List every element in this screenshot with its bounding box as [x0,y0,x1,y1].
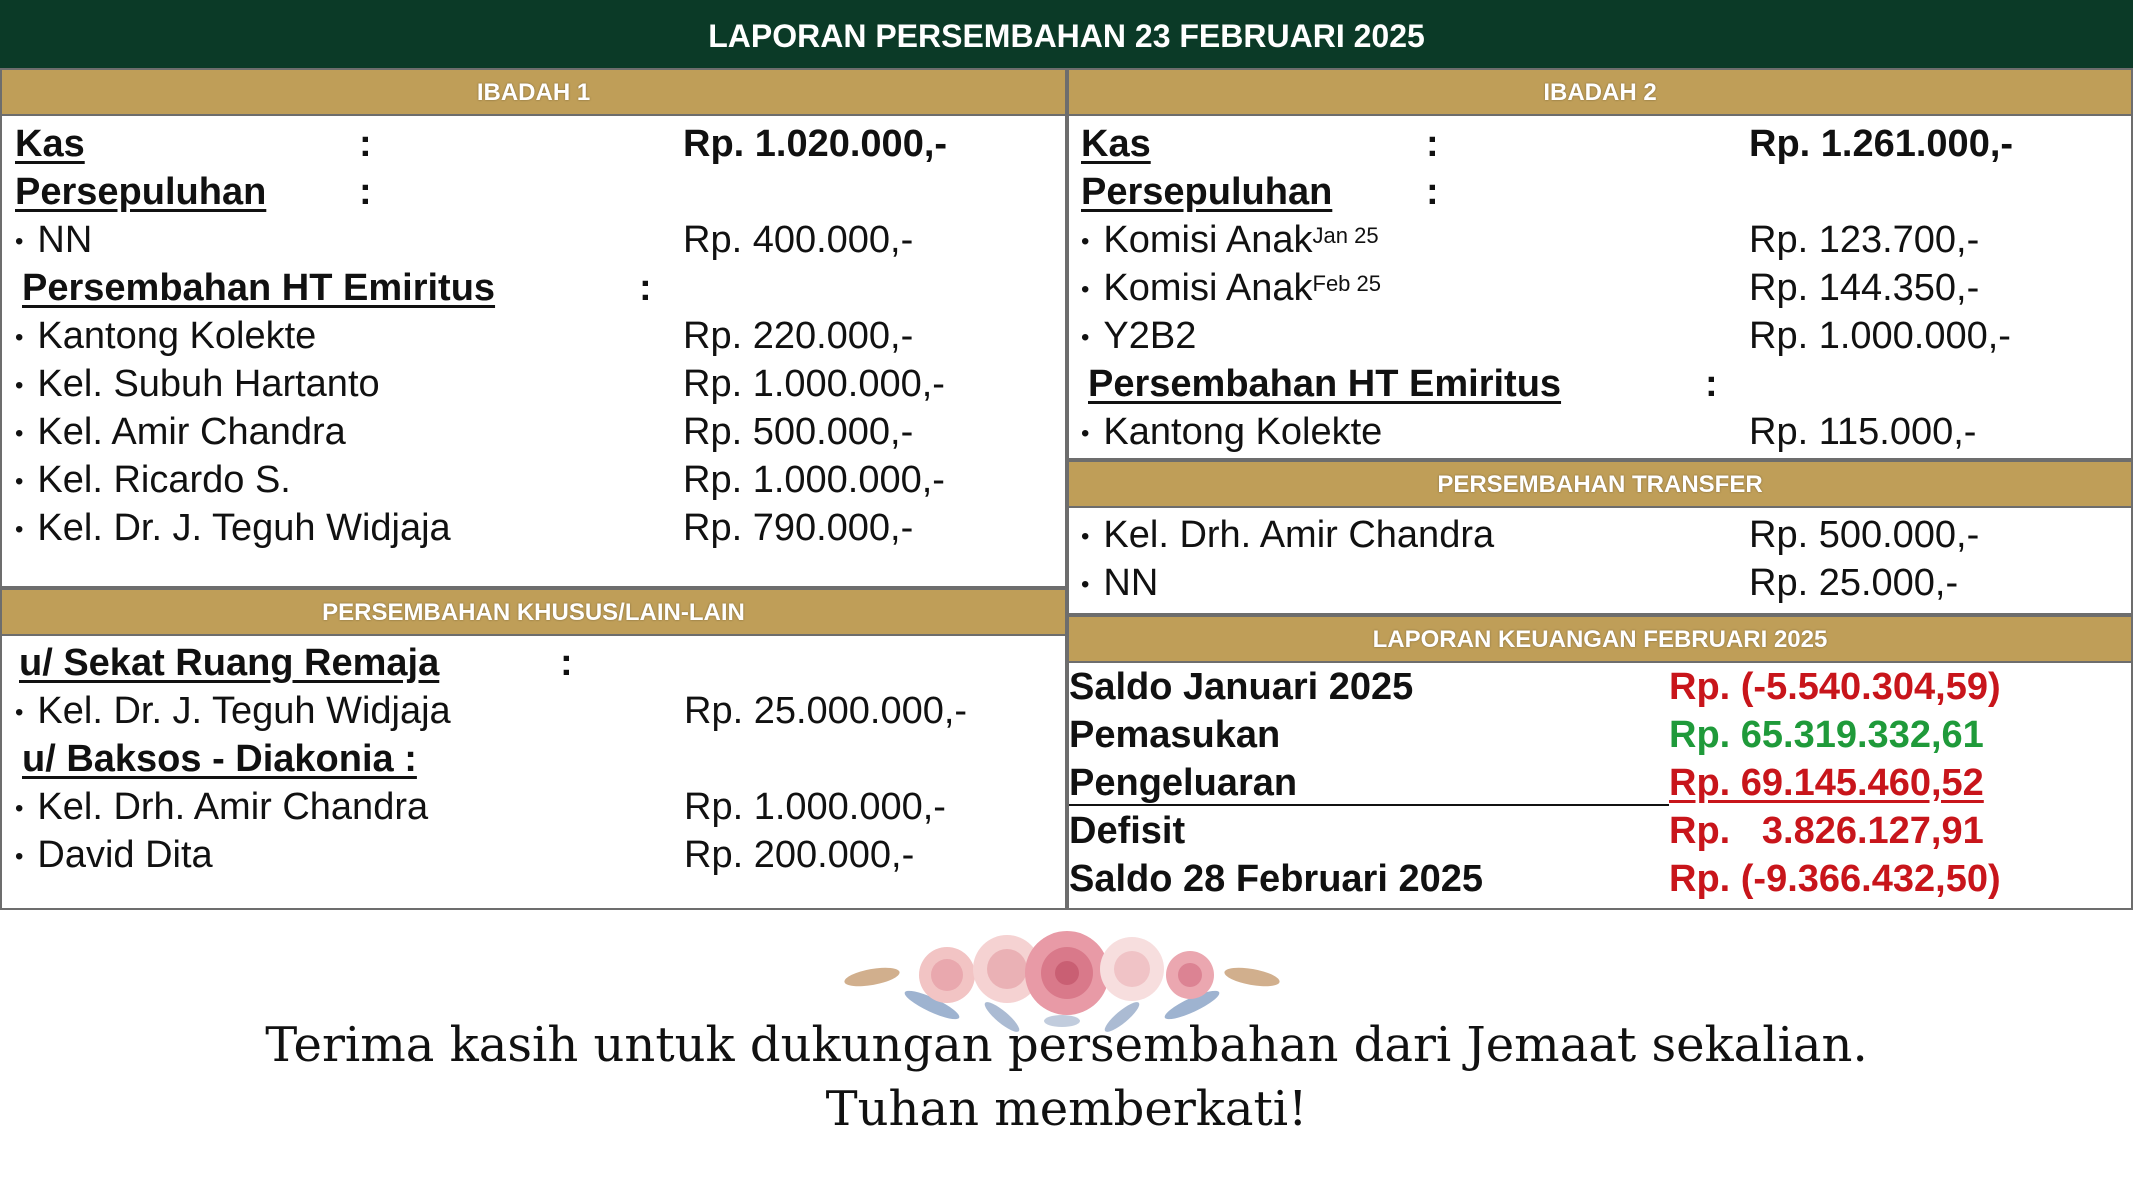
item-name: David Dita [37,834,213,876]
list-item [1081,409,1382,457]
ht-emiritus-label: Persembahan HT Emiritus [22,267,496,309]
bullet-icon: • [1081,522,1090,550]
item-name: Kantong Kolekte [37,315,317,357]
list-item [1081,512,1494,560]
item-name: Komisi Anak [1103,267,1313,309]
fin-label: Saldo 28 Februari 2025 [1069,858,1483,900]
item-name: Y2B2 [1103,315,1197,357]
list-item [1081,265,1381,313]
ibadah2-header: IBADAH 2 [1069,70,2131,116]
list-item [15,409,346,457]
list-item [15,688,451,736]
baksos-label: u/ Baksos - Diakonia : [22,738,417,780]
kas-value: Rp. 1.261.000,- [1749,123,2014,165]
khusus-header: PERSEMBAHAN KHUSUS/LAIN-LAIN [2,590,1065,636]
persepuluhan-label: Persepuluhan [15,171,267,213]
kas-colon: : [1426,123,1439,165]
item-value: Rp. 220.000,- [683,315,914,357]
bullet-icon: • [1081,323,1090,351]
list-item [1081,217,1379,265]
list-item [15,361,380,409]
transfer-panel [1067,460,2133,615]
ht-emiritus-colon: : [639,267,652,309]
item-name: NN [37,219,93,261]
list-item [15,832,213,880]
bullet-icon: • [15,467,24,495]
item-value: Rp. 1.000.000,- [684,786,946,828]
item-name: Kel. Subuh Hartanto [37,363,380,405]
item-value: Rp. 1.000.000,- [1749,315,2011,357]
sekat-colon: : [560,642,573,684]
fin-label: Pengeluaran [1069,762,1298,804]
item-name: Kel. Ricardo S. [37,459,291,501]
thanks-line-1: Terima kasih untuk dukungan persembahan dari Jemaat sekalian. [265,1017,1868,1073]
keuangan-panel [1067,615,2133,910]
item-value: Rp. 1.000.000,- [683,363,945,405]
fin-value: Rp. (-9.366.432,50) [1669,858,2001,900]
sum-divider [1069,804,1669,806]
kas-label: Kas [1081,123,1151,165]
kas-label: Kas [15,123,85,165]
kas-value: Rp. 1.020.000,- [683,123,948,165]
item-value: Rp. 123.700,- [1749,219,1980,261]
khusus-panel [0,588,1067,910]
bullet-icon: • [15,794,24,822]
item-value: Rp. 25.000.000,- [684,690,968,732]
bullet-icon: • [15,371,24,399]
list-item [15,505,451,553]
item-value: Rp. 790.000,- [683,507,914,549]
item-superscript: Jan 25 [1312,223,1379,248]
sekat-label: u/ Sekat Ruang Remaja [19,642,440,684]
ibadah1-header: IBADAH 1 [2,70,1065,116]
list-item [15,313,316,361]
bullet-icon: • [1081,570,1090,598]
bullet-icon: • [1081,227,1090,255]
list-item [15,217,92,265]
item-value: Rp. 115.000,- [1749,411,1977,453]
keuangan-header: LAPORAN KEUANGAN FEBRUARI 2025 [1069,617,2131,663]
ht-emiritus-label: Persembahan HT Emiritus [1088,363,1562,405]
fin-value: Rp. 69.145.460,52 [1669,762,1984,804]
list-item [1081,313,1196,361]
item-value: Rp. 500.000,- [683,411,914,453]
fin-value: Rp. 65.319.332,61 [1669,714,1984,756]
item-name: NN [1103,562,1159,604]
page-title: LAPORAN PERSEMBAHAN 23 FEBRUARI 2025 [0,0,2133,68]
item-value: Rp. 25.000,- [1749,562,1959,604]
item-name: Kel. Dr. J. Teguh Widjaja [37,690,451,732]
fin-label: Pemasukan [1069,714,1281,756]
bullet-icon: • [15,698,24,726]
item-value: Rp. 1.000.000,- [683,459,945,501]
list-item [15,457,291,505]
bullet-icon: • [15,323,24,351]
item-name: Kel. Amir Chandra [37,411,346,453]
bullet-icon: • [15,842,24,870]
item-name: Kel. Dr. J. Teguh Widjaja [37,507,451,549]
fin-label: Saldo Januari 2025 [1069,666,1414,708]
item-name: Kel. Drh. Amir Chandra [1103,514,1495,556]
list-item [1081,560,1158,608]
persepuluhan-colon: : [359,171,372,213]
list-item [15,784,428,832]
item-value: Rp. 400.000,- [683,219,914,261]
item-name: Kel. Drh. Amir Chandra [37,786,429,828]
bullet-icon: • [15,419,24,447]
ibadah1-panel [0,68,1067,588]
persepuluhan-colon: : [1426,171,1439,213]
item-name: Kantong Kolekte [1103,411,1383,453]
item-value: Rp. 200.000,- [684,834,915,876]
transfer-header: PERSEMBAHAN TRANSFER [1069,462,2131,508]
ht-emiritus-colon: : [1705,363,1718,405]
fin-label: Defisit [1069,810,1186,852]
kas-colon: : [359,123,372,165]
bullet-icon: • [15,227,24,255]
bullet-icon: • [15,515,24,543]
item-value: Rp. 500.000,- [1749,514,1980,556]
persepuluhan-label: Persepuluhan [1081,171,1333,213]
ibadah2-panel [1067,68,2133,460]
fin-value: Rp. 3.826.127,91 [1669,810,1984,852]
bullet-icon: • [1081,419,1090,447]
item-superscript: Feb 25 [1312,271,1381,296]
item-name: Komisi Anak [1103,219,1313,261]
bullet-icon: • [1081,275,1090,303]
fin-value: Rp. (-5.540.304,59) [1669,666,2001,708]
item-value: Rp. 144.350,- [1749,267,1980,309]
thanks-line-2: Tuhan memberkati! [825,1081,1308,1137]
